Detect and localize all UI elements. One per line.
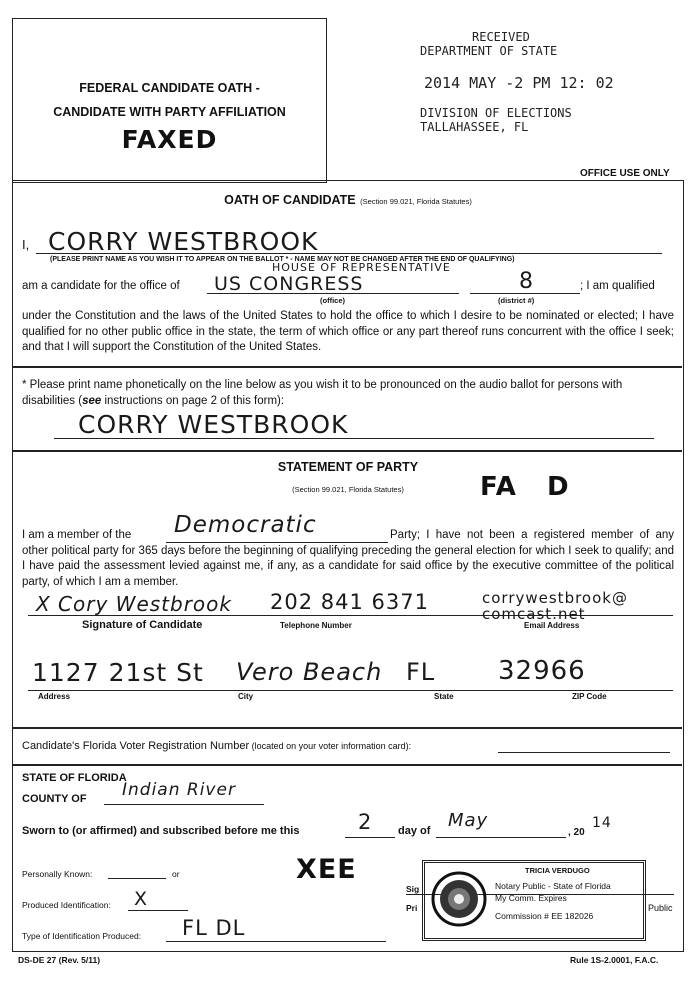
florida-seal-icon xyxy=(431,871,487,927)
seal-commission: Commission # EE 182026 xyxy=(495,911,594,921)
divider-4 xyxy=(13,764,682,766)
produced-id-label: Produced Identification: xyxy=(22,900,111,910)
rule-citation: Rule 1S-2.0001, F.A.C. xyxy=(570,955,659,965)
month-line xyxy=(436,837,566,838)
form-id: DS-DE 27 (Rev. 5/11) xyxy=(18,955,101,965)
party-heading: STATEMENT OF PARTY xyxy=(277,460,419,474)
received-department: DEPARTMENT OF STATE xyxy=(420,44,558,58)
print-instruction: (PLEASE PRINT NAME AS YOU WISH IT TO APPEAR ON THE BALLOT * - NAME MAY NOT BE CHANGED AFTER THE END OF QUALIFYING) xyxy=(50,256,515,263)
phone-value[interactable]: 202 841 6371 xyxy=(270,590,429,614)
month-value[interactable]: May xyxy=(448,810,489,831)
district-value[interactable]: 8 xyxy=(519,269,534,294)
seal-line1: Notary Public - State of Florida xyxy=(495,881,611,891)
faxed-stamp: FAXED xyxy=(121,125,218,154)
oath-section xyxy=(14,183,682,365)
received-division: DIVISION OF ELECTIONS xyxy=(420,106,572,120)
received-stamp xyxy=(420,30,620,134)
phone-label: Telephone Number xyxy=(280,621,352,630)
received-city: TALLAHASSEE, FL xyxy=(420,120,529,134)
personally-known-line[interactable] xyxy=(108,878,166,879)
candidate-name-value[interactable]: CORRY WESTBROOK xyxy=(48,227,319,256)
year-value[interactable]: 14 xyxy=(592,815,612,831)
received-text: RECEIVED xyxy=(472,30,530,44)
state-label: State xyxy=(434,692,454,701)
signature-label: Signature of Candidate xyxy=(82,619,203,631)
phonetic-section xyxy=(14,368,682,450)
id-type-value[interactable]: FL DL xyxy=(182,916,246,940)
party-statute: (Section 99.021, Florida Statutes) xyxy=(292,485,404,494)
office-overwrite: HOUSE OF REPRESENTATIVE xyxy=(272,261,451,274)
county-value[interactable]: Indian River xyxy=(122,780,236,800)
office-prefix: am a candidate for the office of xyxy=(22,280,180,292)
address-value[interactable]: 1127 21st St xyxy=(32,658,204,687)
county-line xyxy=(104,804,264,805)
signature-value[interactable]: X Cory Westbrook xyxy=(36,592,232,616)
phonetic-value[interactable]: CORRY WESTBROOK xyxy=(78,410,349,439)
or-label: or xyxy=(172,869,180,879)
oath-heading: OATH OF CANDIDATE xyxy=(224,193,356,207)
id-type-label: Type of Identification Produced: xyxy=(22,931,142,941)
id-type-line xyxy=(166,941,386,942)
form-title-line2: CANDIDATE WITH PARTY AFFILIATION xyxy=(53,105,286,119)
party-statement: Party; I have not been a registered member of any other political party for 365 days before the beginning of qualifying preceding the general election for which I seek to qualify; and I have paid the assessment levied against me, if any, as a candidate for said office by the executive committee of the political party, of which I am a member. xyxy=(22,529,674,588)
zip-label: ZIP Code xyxy=(572,692,607,701)
divider-3 xyxy=(13,727,682,729)
produced-id-line xyxy=(128,910,188,911)
office-caption: (office) xyxy=(320,296,345,305)
voter-reg-hint: (located on your voter information card): xyxy=(249,741,412,751)
notary-state: STATE OF FLORIDA xyxy=(22,772,127,784)
office-use-only: OFFICE USE ONLY xyxy=(580,168,670,179)
phonetic-instruction-b: instructions on page 2 of this form): xyxy=(101,394,285,407)
party-value[interactable]: Democratic xyxy=(174,512,317,538)
day-label: day of xyxy=(398,825,431,837)
seal-line2: My Comm. Expires xyxy=(495,893,567,903)
title-box xyxy=(12,18,327,183)
phonetic-see: see xyxy=(82,394,102,407)
personally-known-label: Personally Known: xyxy=(22,869,93,879)
sworn-label: Sworn to (or affirmed) and subscribed before me this xyxy=(22,825,300,837)
voter-reg-row xyxy=(22,740,411,752)
city-value[interactable]: Vero Beach xyxy=(236,658,383,686)
party-section xyxy=(14,452,682,727)
email-label: Email Address xyxy=(524,621,580,630)
seal-notary-name: TRICIA VERDUGO xyxy=(525,866,590,875)
i-label: I, xyxy=(22,237,30,252)
state-value[interactable]: FL xyxy=(406,658,436,686)
phonetic-instruction-a: * Please print name phonetically on the line below as you wish it to be pronounced on the audio ballot for persons with disabilities ( xyxy=(22,379,623,407)
zip-value[interactable]: 32966 xyxy=(498,656,586,686)
email-value[interactable]: corrywestbrook@ comcast.net xyxy=(482,589,628,623)
notary-public-word: Public xyxy=(648,903,673,913)
oath-text: under the Constitution and the laws of the United States to hold the office to which I desire to be nominated or elected; I have qualified for no other public office in the state, the term of which office or any part thereof runs concurrent with the office I seek; and that I will support the Constitution of the United States. xyxy=(22,310,674,353)
year-prefix: , 20 xyxy=(568,827,585,838)
office-value[interactable]: US CONGRESS xyxy=(214,273,364,295)
received-date: 2014 MAY -2 PM 12: 02 xyxy=(424,74,614,92)
county-label: COUNTY OF xyxy=(22,793,87,805)
notary-seal-box xyxy=(422,860,646,941)
produced-id-value[interactable]: X xyxy=(134,888,149,910)
oath-heading-row xyxy=(14,191,682,209)
address-line xyxy=(28,690,673,691)
city-label: City xyxy=(238,692,254,701)
day-value[interactable]: 2 xyxy=(358,810,373,834)
voter-reg-line[interactable] xyxy=(498,752,670,753)
oath-statute: (Section 99.021, Florida Statutes) xyxy=(360,197,472,206)
day-line xyxy=(345,837,395,838)
voter-reg-label: Candidate's Florida Voter Registration Number xyxy=(22,740,250,752)
form-title-line1: FEDERAL CANDIDATE OATH - xyxy=(79,81,260,95)
office-suffix: ; I am qualified xyxy=(580,280,655,292)
party-faxed-stamp: FA D xyxy=(480,472,570,502)
notary-sig-label: Sig xyxy=(406,884,420,894)
district-caption: (district #) xyxy=(498,296,535,305)
phonetic-instruction xyxy=(22,378,674,409)
notary-faxed-stamp: XEE xyxy=(296,854,357,885)
address-label: Address xyxy=(38,692,71,701)
notary-print-label: Pri xyxy=(406,903,418,913)
member-prefix: I am a member of the xyxy=(22,529,132,541)
